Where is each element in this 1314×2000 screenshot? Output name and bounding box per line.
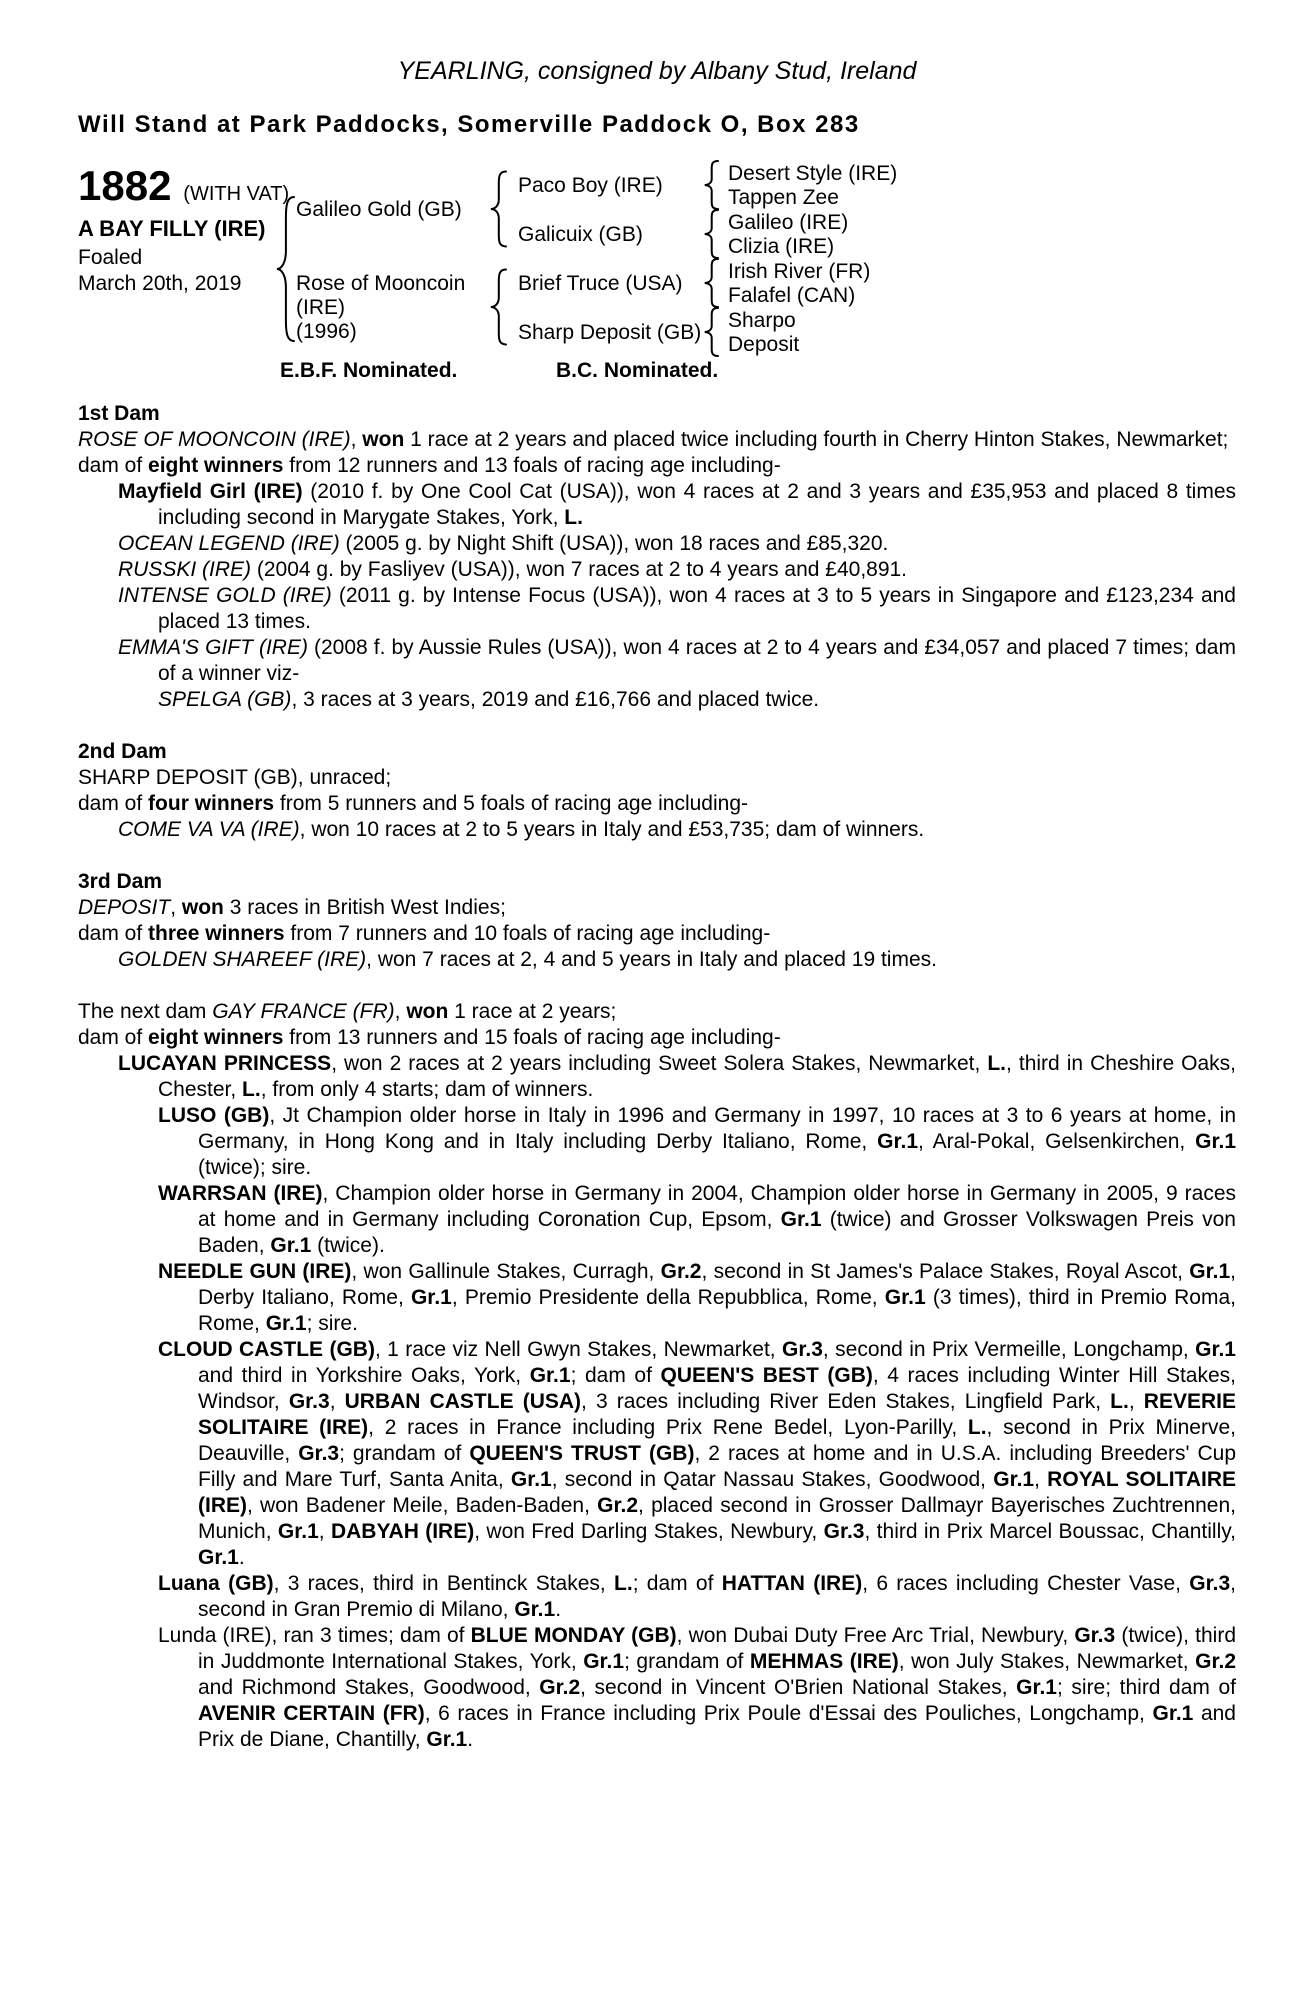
text-segment: L.	[564, 506, 583, 529]
dam-name-line: (1996)	[296, 320, 357, 343]
text-segment: , Champion older horse in Germany in 2004, Champion older horse in Germany in 2005, 9 races at home and in Germany including Coronation Cup, Epsom,	[198, 1182, 1236, 1231]
text-segment: Gr.2	[539, 1676, 581, 1699]
text-segment: Gr.2	[660, 1260, 702, 1283]
text-segment: LUCAYAN PRINCESS	[118, 1052, 332, 1075]
pedigree-paragraph	[78, 453, 1236, 479]
text-segment: Gr.3	[823, 1520, 865, 1543]
text-segment: , from only 4 starts; dam of winners.	[260, 1078, 594, 1101]
text-segment: MEHMAS (IRE)	[749, 1650, 899, 1673]
text-segment: (3 times), third in Premio Roma, Rome,	[198, 1286, 1236, 1335]
text-segment: ; sire.	[306, 1312, 358, 1335]
text-segment: REVERIE SOLITAIRE (IRE)	[198, 1390, 1236, 1439]
text-segment: (twice); sire.	[198, 1156, 312, 1179]
pedigree-paragraph	[78, 1051, 1236, 1103]
text-segment: ,	[329, 1390, 345, 1413]
text-segment: ROYAL SOLITAIRE (IRE)	[198, 1468, 1236, 1517]
pedigree-brace	[704, 307, 718, 357]
pedigree-paragraph	[78, 999, 1236, 1025]
text-segment: Mayfield Girl (IRE)	[118, 480, 303, 503]
text-segment: Gr.1	[780, 1208, 822, 1231]
pedigree-paragraph	[78, 1181, 1236, 1259]
pedigree-paragraph	[78, 765, 1236, 791]
pedigree-brace	[704, 209, 718, 259]
text-segment: (twice).	[311, 1234, 385, 1257]
dam-section	[78, 739, 1236, 843]
text-segment: ; grandam of	[624, 1650, 750, 1673]
great-grandparent-name: Falafel (CAN)	[728, 284, 856, 307]
ebf-nominated: E.B.F. Nominated.	[280, 359, 458, 382]
consignment-line: YEARLING, consigned by Albany Stud, Ireland	[397, 57, 917, 85]
text-segment: 3 races in British West Indies;	[223, 896, 506, 919]
text-segment: Gr.1	[410, 1286, 452, 1309]
text-segment: 1 race at 2 years and placed twice including fourth in Cherry Hinton Stakes, Newmarket;	[404, 428, 1229, 451]
text-segment: 1 race at 2 years;	[448, 1000, 617, 1023]
text-segment: , won Fred Darling Stakes, Newbury,	[474, 1520, 824, 1543]
pedigree-paragraph	[78, 557, 1236, 583]
stand-location-line: Will Stand at Park Paddocks, Somerville Paddock O, Box 283	[78, 111, 860, 138]
text-segment: EMMA'S GIFT (IRE)	[118, 636, 308, 659]
text-segment: Gr.1	[198, 1546, 239, 1569]
text-segment: NEEDLE GUN (IRE)	[158, 1260, 352, 1283]
text-segment: BLUE MONDAY (GB)	[470, 1624, 677, 1647]
text-segment: Gr.1	[514, 1598, 556, 1621]
text-segment: AVENIR CERTAIN (FR)	[198, 1702, 425, 1725]
text-segment: , placed second in Grosser Dallmayr Bayerisches Zuchtrennen, Munich,	[198, 1494, 1236, 1543]
great-grandparent-name: Irish River (FR)	[728, 260, 871, 283]
pedigree-paragraph	[78, 921, 1236, 947]
text-segment: ,	[1128, 1390, 1144, 1413]
text-segment: , won July Stakes, Newmarket,	[898, 1650, 1196, 1673]
text-segment: , 4 races including Winter Hill Stakes, Windsor,	[198, 1364, 1236, 1413]
text-segment: (2008 f. by Aussie Rules (USA)), won 4 races at 2 to 4 years and £34,057 and placed 7 times; dam of a winner viz-	[158, 636, 1236, 685]
text-segment: won	[181, 896, 224, 919]
text-segment: (twice), third in Juddmonte International Stakes, York,	[198, 1624, 1237, 1673]
text-segment: , second in St James's Palace Stakes, Royal Ascot,	[701, 1260, 1190, 1283]
pedigree-paragraph	[78, 687, 1236, 713]
foaled-label: Foaled	[78, 246, 143, 269]
text-segment: from 5 runners and 5 foals of racing age including-	[274, 792, 748, 815]
pedigree-table	[78, 154, 1236, 389]
grandparent-name: Galicuix (GB)	[518, 223, 643, 246]
text-segment: four winners	[148, 792, 275, 815]
text-segment: dam of	[78, 792, 149, 815]
text-segment: Gr.2	[597, 1494, 639, 1517]
pedigree-brace	[704, 160, 718, 210]
text-segment: DABYAH (IRE)	[330, 1520, 475, 1543]
great-grandparent-name: Galileo (IRE)	[728, 211, 849, 234]
text-segment: OCEAN LEGEND (IRE)	[118, 532, 340, 555]
dam-name-line: Rose of Mooncoin	[296, 272, 466, 295]
bc-nominated: B.C. Nominated.	[556, 359, 719, 382]
section-heading: 2nd Dam	[78, 740, 167, 763]
text-segment: from 13 runners and 15 foals of racing age including-	[283, 1026, 781, 1049]
text-segment: .	[238, 1546, 245, 1569]
text-segment: dam of	[78, 1026, 149, 1049]
text-segment: Gr.1	[1195, 1130, 1237, 1153]
pedigree-paragraph	[78, 1571, 1236, 1623]
text-segment: (2011 g. by Intense Focus (USA)), won 4 races at 3 to 5 years in Singapore and £123,234 and placed 13 times.	[158, 584, 1236, 633]
text-segment: , 6 races in France including Prix Poule d'Essai des Pouliches, Longchamp,	[424, 1702, 1153, 1725]
text-segment: HATTAN (IRE)	[721, 1572, 863, 1595]
text-segment: COME VA VA (IRE)	[118, 818, 300, 841]
pedigree-paragraph	[78, 1337, 1236, 1571]
text-segment: Luana (GB)	[158, 1572, 274, 1595]
pedigree-paragraph	[78, 791, 1236, 817]
pedigree-paragraph	[78, 1259, 1236, 1337]
text-segment: , second in Gran Premio di Milano,	[198, 1572, 1237, 1621]
text-segment: three winners	[148, 922, 285, 945]
horse-name: A BAY FILLY (IRE)	[78, 216, 266, 241]
text-segment: , 3 races including River Eden Stakes, Lingfield Park,	[581, 1390, 1111, 1413]
text-segment: from 12 runners and 13 foals of racing age including-	[283, 454, 781, 477]
text-segment: Gr.1	[877, 1130, 919, 1153]
text-segment: from 7 runners and 10 foals of racing age including-	[284, 922, 771, 945]
text-segment: DEPOSIT	[78, 896, 171, 919]
catalog-sections	[78, 401, 1236, 1753]
pedigree-brace	[490, 268, 506, 346]
pedigree-paragraph	[78, 583, 1236, 635]
text-segment: L.	[967, 1416, 987, 1439]
text-segment: L.	[242, 1078, 261, 1101]
text-segment: , third in Cheshire Oaks, Chester,	[158, 1052, 1237, 1101]
text-segment: Gr.2	[1195, 1650, 1237, 1673]
text-segment: GOLDEN SHAREEF (IRE)	[118, 948, 367, 971]
section-heading: 3rd Dam	[78, 870, 163, 893]
text-segment: dam of	[78, 922, 149, 945]
pedigree-paragraph	[78, 1623, 1236, 1753]
text-segment: ; dam of	[632, 1572, 722, 1595]
sire-name: Galileo Gold (GB)	[296, 198, 462, 221]
text-segment: ROSE OF MOONCOIN (IRE)	[78, 428, 351, 451]
text-segment: , Aral-Pokal, Gelsenkirchen,	[918, 1130, 1196, 1153]
grandparent-name: Paco Boy (IRE)	[518, 174, 663, 197]
text-segment: dam of	[78, 454, 149, 477]
text-segment: , 6 races including Chester Vase,	[862, 1572, 1190, 1595]
text-segment: , 3 races at 3 years, 2019 and £16,766 and placed twice.	[291, 688, 820, 711]
text-segment: ; grandam of	[339, 1442, 470, 1465]
pedigree-paragraph	[78, 1103, 1236, 1181]
text-segment: , won 2 races at 2 years including Sweet Solera Stakes, Newmarket,	[331, 1052, 988, 1075]
pedigree-paragraph	[78, 635, 1236, 687]
text-segment: , Derby Italiano, Rome,	[198, 1260, 1236, 1309]
text-segment: (2005 g. by Night Shift (USA)), won 18 races and £85,320.	[339, 532, 889, 555]
text-segment: , won 7 races at 2, 4 and 5 years in Italy and placed 19 times.	[366, 948, 937, 971]
pedigree-paragraph	[78, 895, 1236, 921]
text-segment: ; dam of	[570, 1364, 661, 1387]
text-segment: Lunda (IRE), ran 3 times; dam of	[158, 1624, 471, 1647]
text-segment: eight winners	[148, 454, 284, 477]
text-segment: , 2 races at home and in U.S.A. including Breeders' Cup Filly and Mare Turf, Santa Anita,	[198, 1442, 1237, 1491]
text-segment: ,	[394, 1000, 407, 1023]
pedigree-brace	[704, 258, 718, 308]
pedigree-brace	[276, 194, 294, 344]
text-segment: URBAN CASTLE (USA)	[344, 1390, 582, 1413]
text-segment: Gr.1	[1195, 1338, 1236, 1361]
text-segment: ,	[1034, 1468, 1048, 1491]
text-segment: , won Badener Meile, Baden-Baden,	[247, 1494, 598, 1517]
text-segment: Gr.3	[1074, 1624, 1116, 1647]
text-segment: INTENSE GOLD (IRE)	[118, 584, 332, 607]
pedigree-paragraph	[78, 1025, 1236, 1051]
text-segment: Gr.3	[288, 1390, 330, 1413]
text-segment: eight winners	[148, 1026, 284, 1049]
pedigree-paragraph	[78, 427, 1236, 453]
text-segment: .	[467, 1728, 474, 1751]
text-segment: , second in Qatar Nassau Stakes, Goodwood,	[551, 1468, 994, 1491]
text-segment: and Prix de Diane, Chantilly,	[198, 1702, 1236, 1751]
grandparent-name: Sharp Deposit (GB)	[518, 321, 702, 344]
text-segment: Gr.1	[510, 1468, 552, 1491]
section-heading: 1st Dam	[78, 402, 160, 425]
text-segment: , won Gallinule Stakes, Curragh,	[351, 1260, 661, 1283]
pedigree-paragraph	[78, 817, 1236, 843]
great-grandparent-name: Clizia (IRE)	[728, 235, 835, 258]
lot-number: 1882	[78, 162, 172, 209]
text-segment: SPELGA (GB)	[158, 688, 292, 711]
text-segment: WARRSAN (IRE)	[158, 1182, 323, 1205]
text-segment: Gr.1	[265, 1312, 307, 1335]
text-segment: GAY FRANCE (FR)	[212, 1000, 395, 1023]
text-segment: The next dam	[78, 1000, 213, 1023]
text-segment: , 2 races in France including Prix Rene Bedel, Lyon-Parilly,	[368, 1416, 968, 1439]
great-grandparent-name: Desert Style (IRE)	[728, 162, 898, 185]
text-segment: .	[555, 1598, 562, 1621]
text-segment: L.	[1110, 1390, 1129, 1413]
text-segment: won	[406, 1000, 449, 1023]
text-segment: Gr.1	[277, 1520, 319, 1543]
text-segment: Gr.1	[529, 1364, 571, 1387]
text-segment: RUSSKI (IRE)	[118, 558, 252, 581]
vat-note: (WITH VAT)	[183, 183, 290, 205]
pedigree-paragraph	[78, 947, 1236, 973]
text-segment: , second in Prix Vermeille, Longchamp,	[822, 1338, 1196, 1361]
text-segment: , 1 race viz Nell Gwyn Stakes, Newmarket,	[374, 1338, 783, 1361]
text-segment: (2010 f. by One Cool Cat (USA)), won 4 races at 2 and 3 years and £35,953 and placed 8 times including second in Marygate Stakes, York,	[158, 480, 1237, 529]
text-segment: QUEEN'S TRUST (GB)	[469, 1442, 695, 1465]
text-segment: SHARP DEPOSIT (GB), unraced;	[78, 766, 392, 789]
text-segment: Gr.1	[993, 1468, 1035, 1491]
text-segment: (2004 g. by Fasliyev (USA)), won 7 races at 2 to 4 years and £40,891.	[251, 558, 908, 581]
pedigree-paragraph	[78, 531, 1236, 557]
text-segment: , won Dubai Duty Free Arc Trial, Newbury,	[676, 1624, 1075, 1647]
text-segment: , 3 races, third in Bentinck Stakes,	[273, 1572, 615, 1595]
text-segment: Gr.1	[1016, 1676, 1057, 1699]
text-segment: , second in Prix Minerve, Deauville,	[198, 1416, 1236, 1465]
text-segment: and Richmond Stakes, Goodwood,	[198, 1676, 540, 1699]
lot-line	[78, 162, 289, 210]
text-segment: CLOUD CASTLE (GB)	[158, 1338, 375, 1361]
pedigree-paragraph	[78, 479, 1236, 531]
text-segment: , Jt Champion older horse in Italy in 1996 and Germany in 1997, 10 races at 3 to 6 years at home, in Germany, in Hong Kong and in Italy including Derby Italiano, Rome,	[198, 1104, 1237, 1153]
text-segment: , third in Prix Marcel Boussac, Chantilly,	[864, 1520, 1237, 1543]
text-segment: LUSO (GB)	[158, 1104, 270, 1127]
dam-section	[78, 999, 1236, 1753]
foaled-date: March 20th, 2019	[78, 272, 242, 295]
text-segment: Gr.1	[1189, 1260, 1231, 1283]
pedigree-brace	[490, 170, 506, 248]
great-grandparent-name: Deposit	[728, 333, 800, 356]
dam-name-line: (IRE)	[296, 296, 345, 319]
text-segment: ,	[350, 428, 363, 451]
text-segment: , won 10 races at 2 to 5 years in Italy and £53,735; dam of winners.	[299, 818, 925, 841]
text-segment: QUEEN'S BEST (GB)	[660, 1364, 873, 1387]
text-segment: , Premio Presidente della Repubblica, Rome,	[451, 1286, 885, 1309]
great-grandparent-name: Sharpo	[728, 309, 796, 332]
great-grandparent-name: Tappen Zee	[728, 186, 839, 209]
text-segment: Gr.1	[426, 1728, 468, 1751]
grandparent-name: Brief Truce (USA)	[518, 272, 683, 295]
text-segment: , second in Vincent O'Brien National Stakes,	[580, 1676, 1017, 1699]
text-segment: Gr.3	[298, 1442, 340, 1465]
dam-section	[78, 869, 1236, 973]
text-segment: ,	[170, 896, 182, 919]
text-segment: Gr.3	[782, 1338, 823, 1361]
text-segment: Gr.1	[1152, 1702, 1194, 1725]
text-segment: (twice) and Grosser Volkswagen Preis von Baden,	[198, 1208, 1236, 1257]
text-segment: L.	[614, 1572, 633, 1595]
text-segment: Gr.1	[270, 1234, 312, 1257]
text-segment: and third in Yorkshire Oaks, York,	[198, 1364, 530, 1387]
text-segment: ; sire; third dam of	[1057, 1676, 1236, 1699]
text-segment: Gr.1	[583, 1650, 625, 1673]
text-segment: L.	[987, 1052, 1007, 1075]
text-segment: won	[362, 428, 405, 451]
text-segment: ,	[318, 1520, 331, 1543]
dam-section	[78, 401, 1236, 713]
text-segment: Gr.3	[1189, 1572, 1231, 1595]
text-segment: Gr.1	[884, 1286, 926, 1309]
